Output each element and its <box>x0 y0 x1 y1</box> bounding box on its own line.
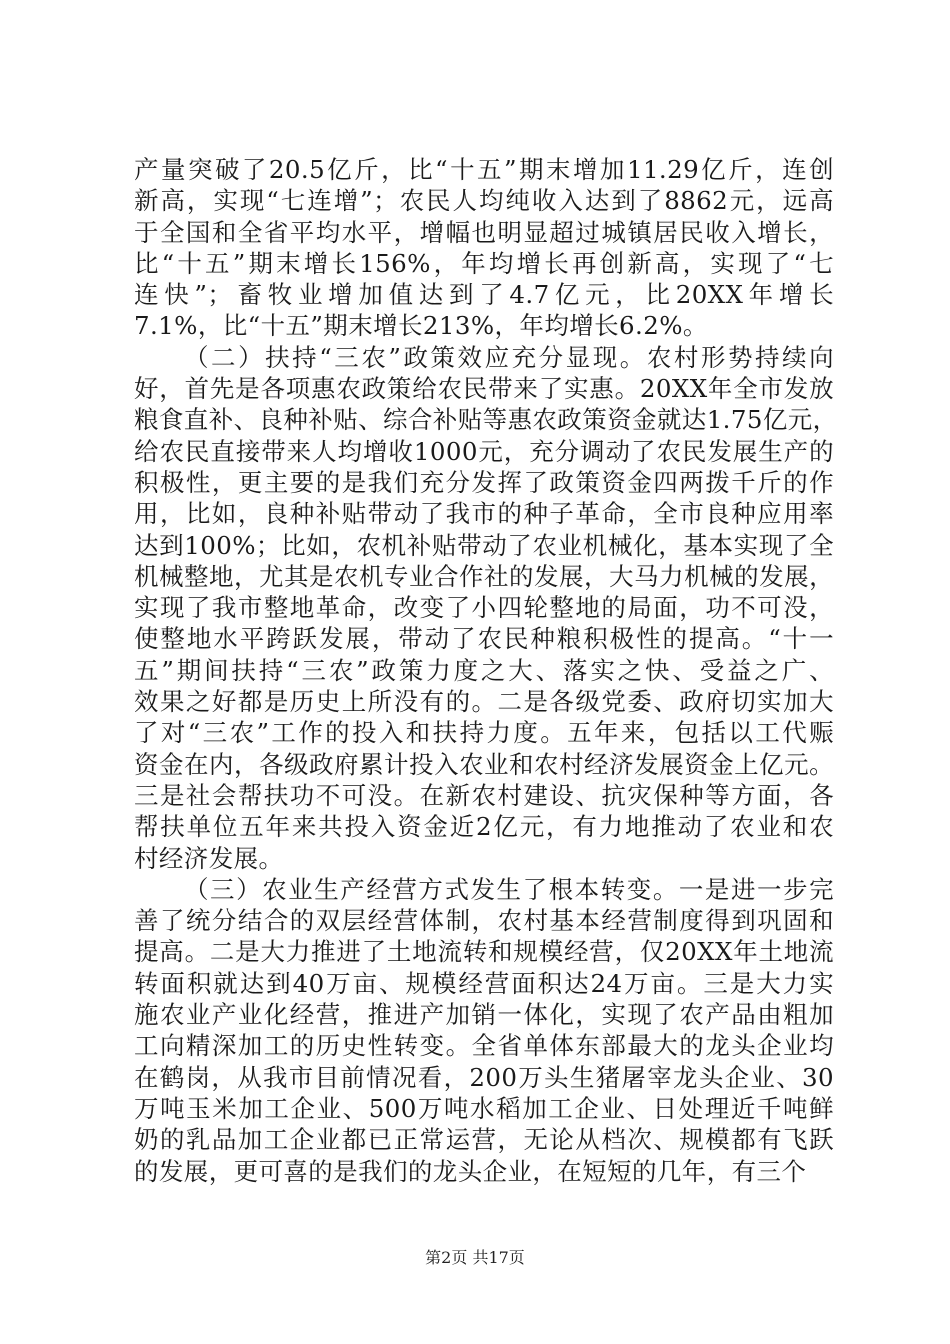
text-line: 连快”；畜牧业增加值达到了4.7亿元，比20XX年增长 <box>134 280 834 310</box>
text-line: 粮食直补、良种补贴、综合补贴等惠农政策资金就达1.75亿元， <box>134 405 838 435</box>
text-line: 机械整地，尤其是农机专业合作社的发展，大马力机械的发展， <box>134 561 834 591</box>
paragraph <box>134 874 834 1187</box>
text-line: （三）农业生产经营方式发生了根本转变。一是进一步完 <box>184 874 834 904</box>
text-line: 达到100%；比如，农机补贴带动了农业机械化，基本实现了全 <box>134 530 834 560</box>
text-line: 三是社会帮扶功不可没。在新农村建设、抗灾保种等方面，各 <box>134 780 834 810</box>
text-line: 资金在内，各级政府累计投入农业和农村经济发展资金上亿元。 <box>134 749 834 779</box>
text-line: 施农业产业化经营，推进产加销一体化，实现了农产品由粗加 <box>134 1000 834 1030</box>
text-line: 好，首先是各项惠农政策给农民带来了实惠。20XX年全市发放 <box>134 374 834 404</box>
text-line: 给农民直接带来人均增收1000元，充分调动了农民发展生产的 <box>134 436 834 466</box>
text-line: 工向精深加工的历史性转变。全省单体东部最大的龙头企业均 <box>134 1031 834 1061</box>
text-line: 比“十五”期末增长156%，年均增长再创新高，实现了“七 <box>134 248 834 278</box>
text-line: 村经济发展。 <box>134 843 284 873</box>
text-line: 使整地水平跨跃发展，带动了农民种粮积极性的提高。“十一 <box>134 624 834 654</box>
page-footer: 第2页 共17页 <box>425 1248 525 1267</box>
text-line: 五”期间扶持“三农”政策力度之大、落实之快、受益之广、 <box>134 655 834 685</box>
text-line: 的发展，更可喜的是我们的龙头企业，在短短的几年，有三个 <box>134 1156 807 1186</box>
document-body <box>134 154 838 1187</box>
text-line: 万吨玉米加工企业、500万吨水稻加工企业、日处理近千吨鲜 <box>134 1093 834 1123</box>
paragraph <box>134 154 834 342</box>
text-line: 7.1%，比“十五”期末增长213%，年均增长6.2%。 <box>134 311 708 341</box>
paragraph <box>134 342 838 874</box>
text-line: 帮扶单位五年来共投入资金近2亿元，有力地推动了农业和农 <box>134 812 834 842</box>
text-line: 转面积就达到40万亩、规模经营面积达24万亩。三是大力实 <box>134 968 834 998</box>
text-line: 提高。二是大力推进了土地流转和规模经营，仅20XX年土地流 <box>134 937 834 967</box>
text-line: 善了统分结合的双层经营体制，农村基本经营制度得到巩固和 <box>134 906 834 936</box>
text-line: 实现了我市整地革命，改变了小四轮整地的局面，功不可没， <box>134 593 834 623</box>
text-line: 积极性，更主要的是我们充分发挥了政策资金四两拨千斤的作 <box>134 467 834 497</box>
text-line: 在鹤岗，从我市目前情况看，200万头生猪屠宰龙头企业、30 <box>134 1062 834 1092</box>
text-line: 奶的乳品加工企业都已正常运营，无论从档次、规模都有飞跃 <box>134 1125 834 1155</box>
text-line: （二）扶持“三农”政策效应充分显现。农村形势持续向 <box>184 342 834 372</box>
text-line: 产量突破了20.5亿斤，比“十五”期末增加11.29亿斤，连创 <box>134 155 834 184</box>
text-line: 于全国和全省平均水平，增幅也明显超过城镇居民收入增长， <box>134 217 834 247</box>
text-line: 了对“三农”工作的投入和扶持力度。五年来，包括以工代赈 <box>134 718 834 748</box>
text-line: 新高，实现“七连增”；农民人均纯收入达到了8862元，远高 <box>134 186 834 216</box>
text-line: 效果之好都是历史上所没有的。二是各级党委、政府切实加大 <box>134 687 834 717</box>
text-line: 用，比如，良种补贴带动了我市的种子革命，全市良种应用率 <box>134 499 834 529</box>
